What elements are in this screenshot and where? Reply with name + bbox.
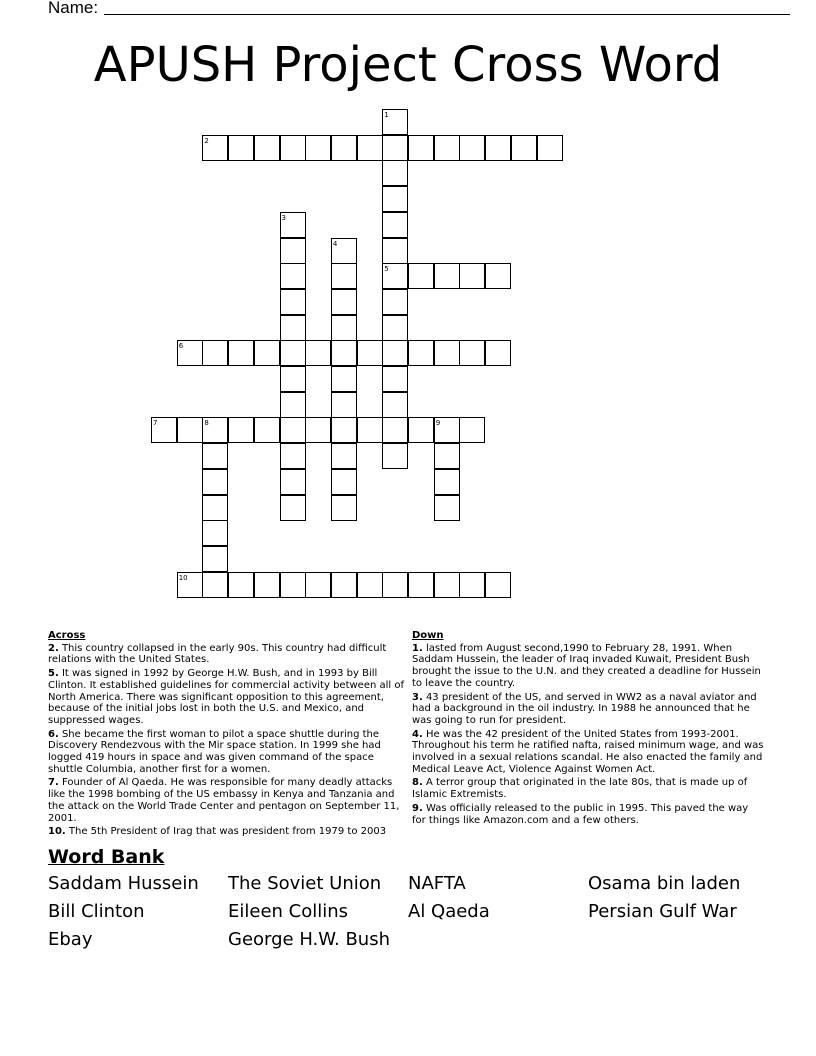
clue-text: This country collapsed in the early 90s. This country had difficult relations with the United States. xyxy=(48,642,387,666)
grid-cell[interactable] xyxy=(434,469,460,495)
grid-cell[interactable] xyxy=(485,263,511,289)
grid-cell[interactable] xyxy=(485,340,511,366)
clue-number: 3. xyxy=(412,691,423,703)
grid-cell[interactable] xyxy=(254,135,280,161)
word-bank-item: Persian Gulf War xyxy=(588,901,737,922)
clue-number-2: 2 xyxy=(204,136,209,145)
clue-number: 9. xyxy=(412,802,423,814)
clue-text: lasted from August second,1990 to February 28, 1991. When Saddam Hussein, the leader of Iraq invaded Kuwait, President Bush brought the issue to the U.N. and they created a deadline for Hussein to leave the country. xyxy=(412,642,761,689)
grid-cell[interactable] xyxy=(280,392,306,418)
grid-cell[interactable] xyxy=(382,186,408,212)
word-bank-title: Word Bank xyxy=(48,846,165,868)
grid-cell[interactable] xyxy=(177,417,203,443)
grid-cell[interactable] xyxy=(537,135,563,161)
grid-cell[interactable] xyxy=(357,417,383,443)
grid-cell[interactable] xyxy=(280,417,306,443)
clue-number: 2. xyxy=(48,642,59,654)
grid-cell[interactable] xyxy=(331,263,357,289)
grid-cell[interactable] xyxy=(280,238,306,264)
grid-cell[interactable] xyxy=(280,263,306,289)
grid-cell[interactable] xyxy=(280,135,306,161)
across-clue xyxy=(48,729,406,776)
clue-text: Was officially released to the public in 1995. This paved the way for things like Amazon.com and a few others. xyxy=(412,802,749,826)
grid-cell[interactable] xyxy=(331,315,357,341)
grid-cell[interactable] xyxy=(382,289,408,315)
clue-number: 8. xyxy=(412,777,423,789)
grid-cell[interactable] xyxy=(254,417,280,443)
grid-cell[interactable] xyxy=(382,417,408,443)
grid-cell[interactable] xyxy=(280,443,306,469)
grid-cell[interactable] xyxy=(434,135,460,161)
clue-number-5: 5 xyxy=(384,265,389,274)
grid-cell[interactable] xyxy=(357,340,383,366)
across-clue xyxy=(48,668,406,727)
grid-cell[interactable] xyxy=(280,289,306,315)
grid-cell[interactable] xyxy=(434,340,460,366)
grid-cell[interactable] xyxy=(202,495,228,521)
clue-number-3: 3 xyxy=(281,213,286,222)
grid-cell[interactable] xyxy=(434,263,460,289)
page-title: APUSH Project Cross Word xyxy=(93,37,723,93)
grid-cell[interactable] xyxy=(434,495,460,521)
word-bank-item: Osama bin laden xyxy=(588,873,741,894)
grid-cell[interactable] xyxy=(459,417,485,443)
name-label: Name: xyxy=(48,0,99,17)
clue-text: The 5th President of Irag that was president from 1979 to 2003 xyxy=(65,826,387,838)
grid-cell[interactable] xyxy=(382,315,408,341)
grid-cell[interactable] xyxy=(408,572,434,598)
grid-cell[interactable] xyxy=(382,238,408,264)
word-bank-item: Ebay xyxy=(48,929,93,950)
grid-cell[interactable] xyxy=(485,135,511,161)
grid-cell[interactable] xyxy=(202,520,228,546)
grid-cell[interactable] xyxy=(305,417,331,443)
down-clue xyxy=(412,692,764,727)
grid-cell[interactable] xyxy=(382,572,408,598)
grid-cell[interactable] xyxy=(382,443,408,469)
grid-cell[interactable] xyxy=(331,135,357,161)
grid-cell[interactable] xyxy=(331,392,357,418)
grid-cell[interactable] xyxy=(331,340,357,366)
grid-cell[interactable] xyxy=(331,469,357,495)
clue-number: 4. xyxy=(412,728,423,740)
word-bank-item: The Soviet Union xyxy=(228,873,382,894)
name-underline xyxy=(104,14,790,15)
word-bank-item: George H.W. Bush xyxy=(228,929,390,950)
grid-cell[interactable] xyxy=(280,469,306,495)
across-clue xyxy=(48,777,406,824)
grid-cell[interactable] xyxy=(331,366,357,392)
grid-cell[interactable] xyxy=(511,135,537,161)
grid-cell[interactable] xyxy=(305,135,331,161)
clue-text: Founder of Al Qaeda. He was responsible for many deadly attacks like the 1998 bombing of the US embassy in Kenya and Tanzania and the attack on the World Trade Center and pentagon on September 11, 2001. xyxy=(48,777,400,824)
grid-cell[interactable] xyxy=(485,572,511,598)
grid-cell[interactable] xyxy=(357,572,383,598)
name-field[interactable] xyxy=(48,0,98,18)
grid-cell[interactable] xyxy=(280,315,306,341)
word-bank-item: Al Qaeda xyxy=(408,901,490,922)
grid-cell[interactable] xyxy=(202,469,228,495)
clue-number: 1. xyxy=(412,642,423,654)
grid-cell[interactable] xyxy=(382,366,408,392)
clue-text: It was signed in 1992 by George H.W. Bush, and in 1993 by Bill Clinton. It established guidelines for commercial activity between all of North America. There was significant opposition to this agreement, because of the initial jobs lost in both the U.S. and Mexico, and suppressed wages. xyxy=(48,668,404,726)
grid-cell[interactable] xyxy=(408,417,434,443)
clue-number-6: 6 xyxy=(178,342,184,351)
grid-cell[interactable] xyxy=(357,135,383,161)
clue-number: 7. xyxy=(48,777,59,789)
word-bank-item: Saddam Hussein xyxy=(48,873,199,894)
grid-cell[interactable] xyxy=(382,392,408,418)
down-heading: Down xyxy=(412,630,444,641)
grid-cell[interactable] xyxy=(280,495,306,521)
grid-cell[interactable] xyxy=(202,572,228,598)
grid-cell[interactable] xyxy=(459,572,485,598)
word-bank-item: Bill Clinton xyxy=(48,901,145,922)
grid-cell[interactable] xyxy=(331,572,357,598)
grid-cell[interactable] xyxy=(254,572,280,598)
grid-cell[interactable] xyxy=(280,366,306,392)
down-clues xyxy=(412,630,764,828)
grid-cell[interactable] xyxy=(280,572,306,598)
grid-cell[interactable] xyxy=(305,340,331,366)
clue-number: 6. xyxy=(48,728,59,740)
grid-cell[interactable] xyxy=(280,340,306,366)
across-clue xyxy=(48,826,406,838)
grid-cell[interactable] xyxy=(331,417,357,443)
grid-cell[interactable] xyxy=(254,340,280,366)
grid-cell[interactable] xyxy=(459,263,485,289)
across-heading: Across xyxy=(48,630,86,641)
clue-number-9: 9 xyxy=(435,419,441,428)
grid-cell[interactable] xyxy=(408,340,434,366)
grid-cell[interactable] xyxy=(305,572,331,598)
down-clue xyxy=(412,803,764,826)
grid-cell[interactable] xyxy=(434,572,460,598)
grid-cell[interactable] xyxy=(434,443,460,469)
grid-cell[interactable] xyxy=(228,340,254,366)
clue-number-4: 4 xyxy=(332,239,338,248)
across-clues xyxy=(48,630,406,840)
clue-number-10: 10 xyxy=(178,573,188,582)
grid-cell[interactable] xyxy=(202,546,228,572)
clue-number: 5. xyxy=(48,668,59,680)
down-clue xyxy=(412,643,764,690)
grid-cell[interactable] xyxy=(202,443,228,469)
clue-number-1: 1 xyxy=(384,111,389,119)
word-bank-item: Eileen Collins xyxy=(228,901,349,922)
grid-cell[interactable] xyxy=(331,495,357,521)
clue-text: 43 president of the US, and served in WW2 as a naval aviator and had a background in the oil industry. In 1988 he announced that he was going to run for president. xyxy=(412,691,757,726)
down-clue xyxy=(412,729,764,776)
word-bank-item: NAFTA xyxy=(408,873,466,894)
clue-text: He was the 42 president of the United States from 1993-2001. Throughout his term he ratified nafta, raised minimum wage, and was involved in a sexual relations scandal. He also enacted the family and Medical Leave Act, Violence Against Women Act. xyxy=(412,728,764,775)
clue-number-7: 7 xyxy=(153,419,158,428)
word-bank xyxy=(48,872,768,952)
grid-cell[interactable] xyxy=(202,340,228,366)
clue-number: 10. xyxy=(48,826,66,838)
grid-cell[interactable] xyxy=(228,135,254,161)
grid-cell[interactable] xyxy=(382,212,408,238)
clue-text: A terror group that originated in the late 80s, that is made up of Islamic Extremists. xyxy=(412,777,748,801)
down-clue xyxy=(412,777,764,800)
across-clue xyxy=(48,643,406,666)
grid-cell[interactable] xyxy=(228,417,254,443)
grid-cell[interactable] xyxy=(228,572,254,598)
clue-text: She became the first woman to pilot a space shuttle during the Discovery Rendezvous with the Mir space station. In 1999 she had logged 419 hours in space and was given command of the space shuttle Columbia, another first for a women. xyxy=(48,728,381,775)
grid-cell[interactable] xyxy=(408,263,434,289)
clue-number-8: 8 xyxy=(204,419,209,428)
grid-cell[interactable] xyxy=(382,160,408,186)
grid-cell[interactable] xyxy=(382,340,408,366)
grid-cell[interactable] xyxy=(331,289,357,315)
grid-cell[interactable] xyxy=(459,135,485,161)
grid-cell[interactable] xyxy=(408,135,434,161)
grid-cell[interactable] xyxy=(382,135,408,161)
grid-cell[interactable] xyxy=(459,340,485,366)
grid-cell[interactable] xyxy=(331,443,357,469)
